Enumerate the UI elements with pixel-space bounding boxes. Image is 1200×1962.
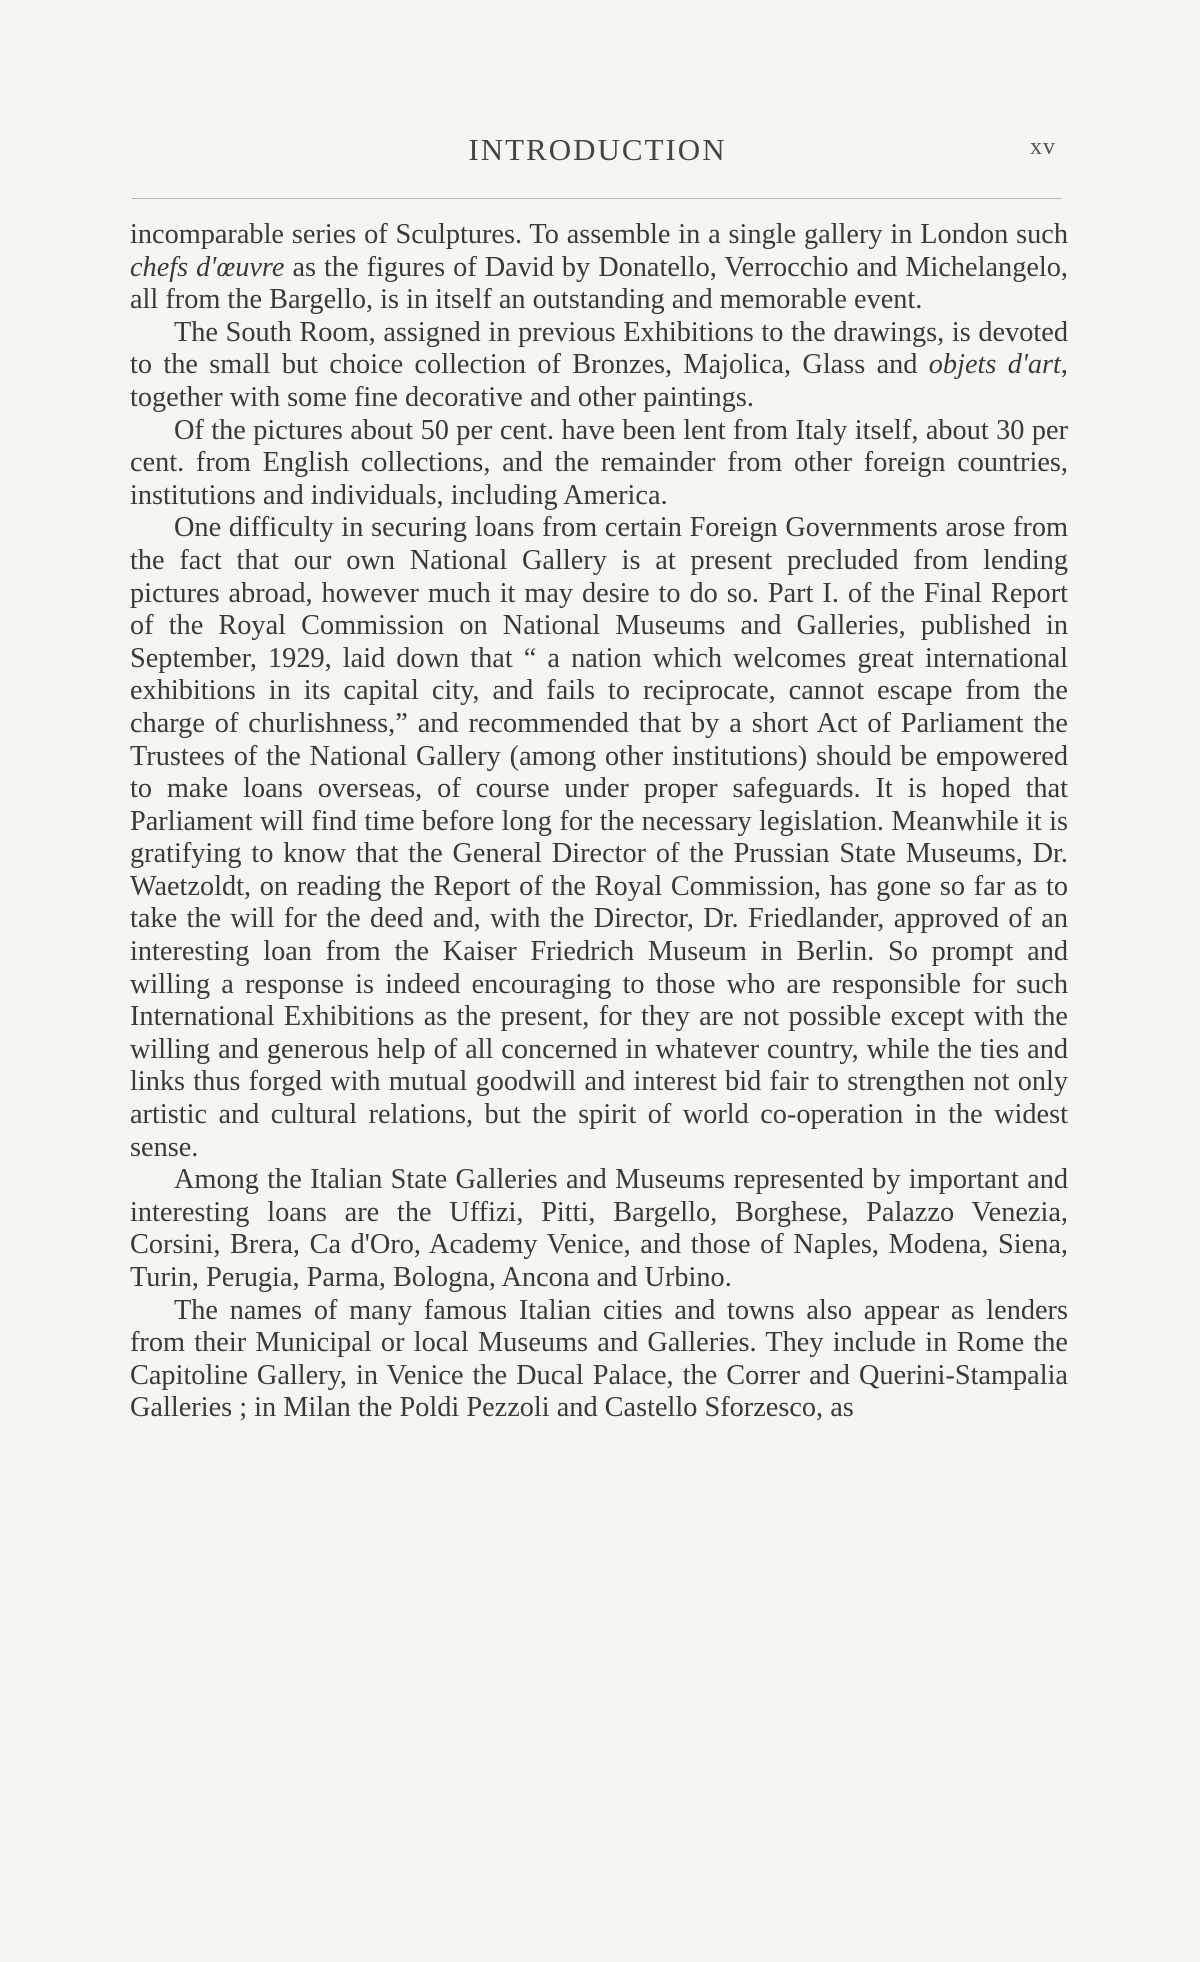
paragraph bbox=[130, 219, 1068, 317]
paragraph bbox=[130, 1295, 1068, 1425]
text-run: The South Room, assigned in previous Exhibitions to the drawings, is devoted to the small but choice collection of Bronzes, Majolica, Glass and bbox=[130, 316, 1068, 381]
italic-phrase: objets d'art bbox=[928, 349, 1061, 381]
text-run: One difficulty in securing loans from certain Foreign Governments arose from the fact that our own National Gallery is at present precluded from lending pictures abroad, however much it may desire to do so. Part I. of the Final Report of the Royal Commission on National Museums and Galleries, published in September, 1929, laid down that “ a nation which welcomes great international exhibitions in its capital city, and fails to reciprocate, cannot escape from the charge of churlishness,” and recommended that by a short Act of Parliament the Trustees of the National Gallery (among other institutions) should be empowered to make loans overseas, of course under proper safeguards. It is hoped that Parliament will find time before long for the necessary legislation. Meanwhile it is gratifying to know that the General Director of the Prussian State Museums, Dr. Waetzoldt, on reading the Report of the Royal Commission, has gone so far as to take the will for the deed and, with the Director, Dr. Friedlander, approved of an interesting loan from the Kaiser Friedrich Museum in Berlin. So prompt and willing a response is indeed encouraging to those who are responsible for such International Exhibitions as the present, for they are not possible except with the willing and generous help of all concerned in whatever country, while the ties and links thus forged with mutual goodwill and interest bid fair to strengthen not only artistic and cultural relations, but the spirit of world co-operation in the widest sense. bbox=[130, 512, 1068, 1163]
page-number: xv bbox=[1030, 134, 1056, 160]
paragraph bbox=[130, 1164, 1068, 1294]
paragraph bbox=[130, 317, 1068, 415]
running-head-title: INTRODUCTION bbox=[468, 132, 727, 167]
text-run: as the figures of David by Donatello, Verrocchio and Michelangelo, all from the Bargello, is in itself an outstanding and memorable event. bbox=[130, 251, 1068, 316]
body-text bbox=[130, 219, 1068, 1425]
paragraph bbox=[130, 512, 1068, 1164]
text-run: Of the pictures about 50 per cent. have been lent from Italy itself, about 30 per cent. from English collections, and the remainder from other foreign countries, institutions and individuals, including America. bbox=[130, 414, 1068, 511]
page-header bbox=[135, 128, 1060, 174]
text-run: incomparable series of Sculptures. To assemble in a single gallery in London such bbox=[130, 219, 1068, 250]
text-run: The names of many famous Italian cities and towns also appear as lenders from their Municipal or local Museums and Galleries. They include in Rome the Capitoline Gallery, in Venice the Ducal Palace, the Correr and Querini-Stampalia Galleries ; in Milan the Poldi Pezzoli and Castello Sforzesco, as bbox=[130, 1294, 1068, 1424]
paragraph bbox=[130, 415, 1068, 513]
text-run: Among the Italian State Galleries and Museums represented by important and interesting loans are the Uffizi, Pitti, Bargello, Borghese, Palazzo Venezia, Corsini, Brera, Ca d'Oro, Academy Venice, and those of Naples, Modena, Siena, Turin, Perugia, Parma, Bologna, Ancona and Urbino. bbox=[130, 1164, 1068, 1293]
header-rule bbox=[132, 198, 1062, 199]
italic-phrase: chefs d'œuvre bbox=[130, 251, 285, 283]
text-run: , together with some fine decorative and other paintings. bbox=[130, 349, 1068, 413]
